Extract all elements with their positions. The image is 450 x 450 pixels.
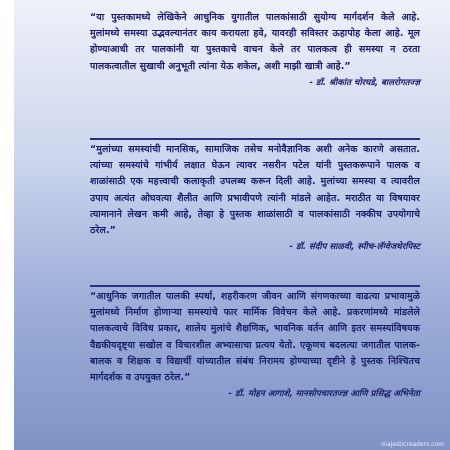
watermark: majesticreaders.com [381,441,444,448]
testimonial-signature: - डॉ. मोहन आगाशे, मानसोपचारतज्ज्ञ आणि प्रसिद्ध अभिनेता [228,389,420,400]
divider [90,138,420,140]
testimonial-text: “आधुनिक जगातील पालकी स्पर्धा, शहरीकरण जीवन आणि संगणकाच्या वाढत्या प्रभावामुळे मुलांमध्ये निर्माण होणाऱ्या समस्यांचे फार मार्मिक विवेचन केले आहे. प्रकरणांमध्ये मांडलेले पालकत्वाचे विविध प्रकार, शालेय मुलांचे शैक्षणिक, भावनिक वर्तन आणि इतर समस्यांविषयक वैद्यकीयदृष्ट्या सखोल व विचारशील अभ्यासाचा प्रत्यय येतो. एकूणच बदलत्या जगातील पालक-बालक व शिक्षक व विद्यार्थी यांच्यातील संबंध निरामय होण्याच्या दृष्टीने हे पुस्तक निश्चितच मार्गदर्शक व उपयुक्त ठरेल.” [90,291,420,384]
testimonial-signature: - डॉ. संदीप साळवी, स्पीच-लॅग्वेजथेरपिस्ट [289,242,420,253]
testimonial-signature: - डॉ. श्रीकांत चोरघडे, बालरोगतज्ज्ञ [309,77,420,88]
divider [90,285,420,287]
back-cover [14,0,450,450]
testimonial-3 [90,289,420,401]
testimonial-2 [90,142,420,254]
testimonial-text: “मुलांच्या समस्यांची मानसिक, सामाजिक तसेच मनोवैज्ञानिक अशी अनेक कारणे असतात. त्यांच्या समस्यांचे गांभीर्य लक्षात घेऊन त्यावर नसरीन पटेल यांनी पुस्तकरूपाने पालक व शाळांसाठी एक महत्त्वाची कलाकृती उपलब्ध करून दिली आहे. मुलांच्या समस्या व त्यावरील उपाय अत्यंत ओघवत्या शैलीत आणि प्रभावीपणे त्यांनी मांडले आहेत. मराठीत या विषयावर त्यामानाने लेखन कमी आहे, तेव्हा हे पुस्तक शाळांसाठी व पालकांसाठी नक्कीच उपयोगाचे ठरेल.” [90,144,420,237]
testimonial-1 [90,10,420,90]
testimonial-text: “या पुस्तकामध्ये लेखिकेने आधुनिक युगातील पालकांसाठी सुयोग्य मार्गदर्शन केले आहे. मुलांमध्ये समस्या उद्भवल्यानंतर काय करायला हवे, यावरही सविस्तर ऊहापोह केला आहे. मूल होण्याआधी तर पालकांनी या पुस्तकाचे वाचन केले तर पालकत्व ही समस्या न ठरता पालकत्वातील सुखाची अनुभूती त्यांना येऊ शकेल, अशी माझी खात्री आहे.” [90,12,420,72]
